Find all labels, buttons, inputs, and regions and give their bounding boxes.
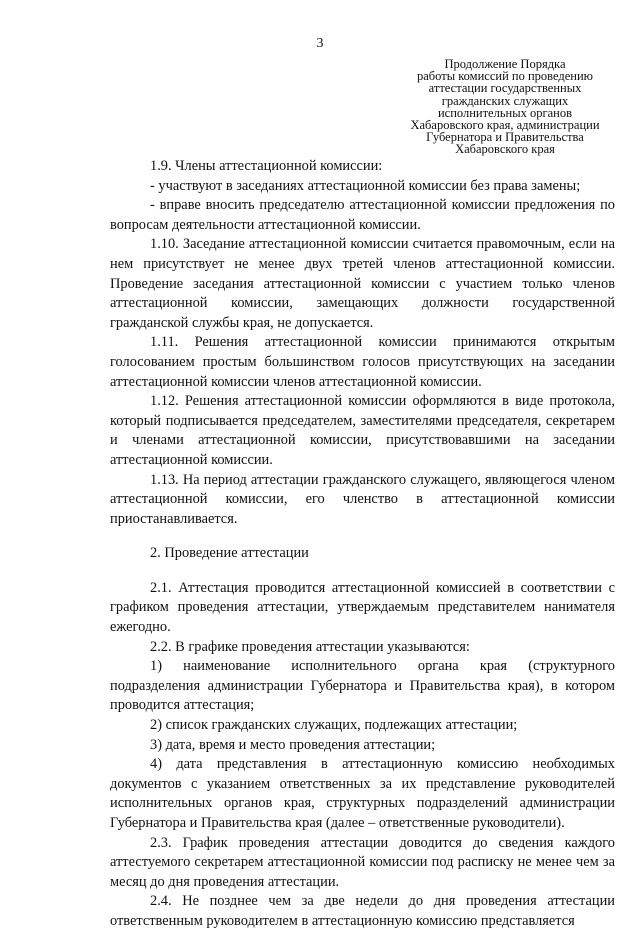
paragraph: 1.13. На период аттестации гражданского служащего, являющегося членом аттестационной комиссии, его членство в аттестационной комиссии приостанавливается. <box>110 471 615 527</box>
paragraph: 2.4. Не позднее чем за две недели до дня проведения аттестации ответственным руководителем в аттестационную комиссию представляется <box>110 893 615 929</box>
page-number: 3 <box>316 36 324 51</box>
list-item: 1) наименование исполнительного органа края (структурного подразделения администрации Губернатора и Правительства края), в котором проводится аттестация; <box>110 658 615 714</box>
paragraph: - участвуют в заседаниях аттестационной комиссии без права замены; <box>150 177 581 194</box>
paragraph: 2.2. В графике проведения аттестации указываются: <box>150 638 470 655</box>
list-item: 3) дата, время и место проведения аттестации; <box>150 736 436 753</box>
header-line: Хабаровского края <box>455 142 555 157</box>
list-item: 2) список гражданских служащих, подлежащих аттестации; <box>150 717 518 734</box>
paragraph: 1.10. Заседание аттестационной комиссии считается правомочным, если на нем присутствует не менее двух третей членов аттестационной комиссии. Проведение заседания аттестационной комиссии с участием только членов аттестационной комиссии, замещающих должности государственной гражданской службы края, не допускается. <box>110 236 615 331</box>
paragraph: 1.11. Решения аттестационной комиссии принимаются открытым голосованием простым большинством голосов присутствующих на заседании аттестационной комиссии членов аттестационной комиссии. <box>110 334 615 390</box>
spacer <box>110 564 615 579</box>
header-line: Продолжение Порядка <box>444 57 566 71</box>
paragraph: - вправе вносить председателю аттестационной комиссии предложения по вопросам деятельности аттестационной комиссии. <box>110 197 615 233</box>
document-body <box>110 157 615 932</box>
header-block <box>400 58 610 156</box>
header-line: работы комиссий по проведению <box>417 69 593 84</box>
header-line: Хабаровского края, администрации <box>410 118 600 133</box>
paragraph: 1.9. Члены аттестационной комиссии: <box>150 158 383 174</box>
header-line: исполнительных органов <box>437 105 573 120</box>
spacer <box>110 529 615 544</box>
paragraph: 2.3. График проведения аттестации доводится до сведения каждого аттестуемого секретарем аттестационной комиссии под расписку не менее чем за месяц до дня проведения аттестации. <box>110 834 615 890</box>
list-item: 4) дата представления в аттестационную комиссию необходимых документов с указанием ответственных за их представление руководителей исполнительных органов края, структурных подразделений администрации Губернатора и Правительства края (далее – ответственные руководители). <box>110 756 615 831</box>
header-line: Губернатора и Правительства <box>426 130 584 145</box>
paragraph: 1.12. Решения аттестационной комиссии оформляются в виде протокола, который подписывается председателем, заместителями председателя, секретарем и членами аттестационной комиссии, присутствовавшими на заседании аттестационной комиссии. <box>110 393 615 468</box>
section-heading: 2. Проведение аттестации <box>150 545 309 562</box>
header-line: аттестации государственных <box>428 81 582 96</box>
header-line: гражданских служащих <box>441 93 569 108</box>
paragraph: 2.1. Аттестация проводится аттестационной комиссией в соответствии с графиком проведения аттестации, утверждаемым представителем нанимателя ежегодно. <box>110 579 615 636</box>
